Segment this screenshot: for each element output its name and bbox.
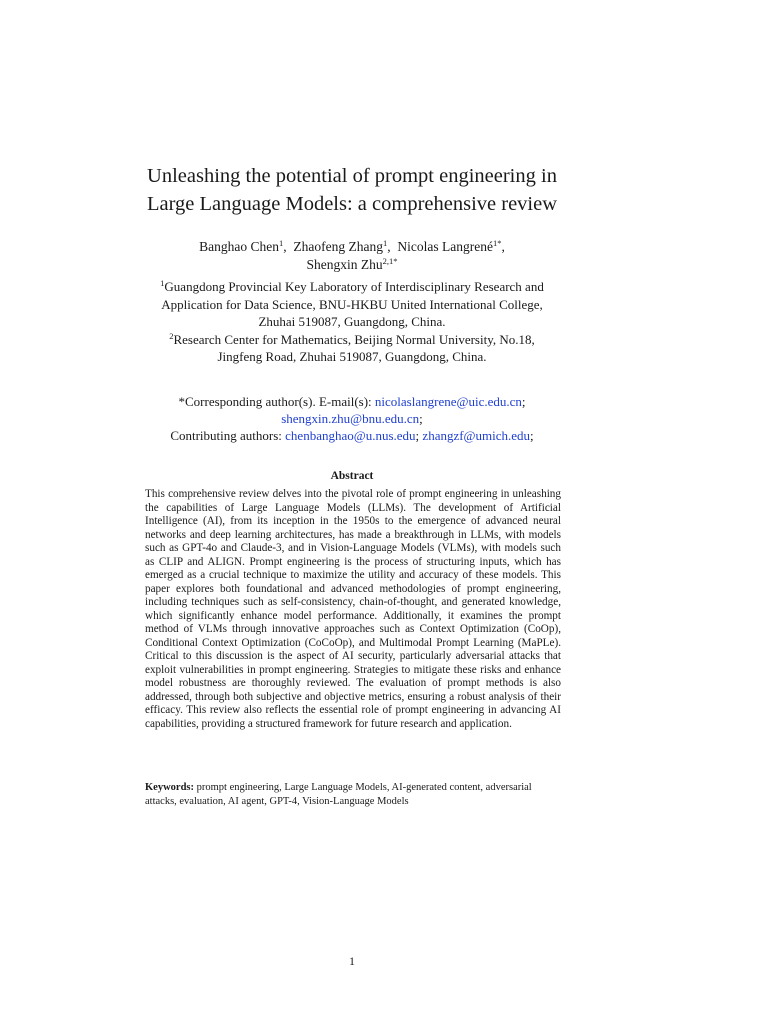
keywords-text: prompt engineering, Large Language Models, AI-generated content, adversarial attacks, evaluation, AI agent, GPT-4, Vision-Language Models bbox=[145, 782, 532, 807]
author-list: Banghao Chen$^1$, Zhaofeng Zhang$^1$, Nicolas Langrené$^{1*}$, Shengxin Zhu$^{2,1*}$ bbox=[199, 238, 505, 272]
page-number: 1 bbox=[349, 954, 355, 968]
keywords-label: Keywords: bbox=[145, 782, 194, 793]
email-link[interactable]: chenbanghao@u.nus.edu bbox=[285, 428, 416, 443]
author-sup: 1 bbox=[383, 238, 388, 248]
keywords bbox=[145, 781, 561, 808]
author-sup: 1* bbox=[492, 238, 502, 248]
email-link[interactable]: nicolaslangrene@uic.edu.cn bbox=[374, 394, 522, 409]
contact-block: *Corresponding author(s). E-mail(s): nicolaslangrene@uic.edu.cn; shengxin.zhu@bnu.edu.cn; Contributing authors: chenbanghao@u.nus.edu; zhangzf@umich.edu; bbox=[170, 394, 534, 443]
affiliation-sup: 2 bbox=[169, 330, 174, 341]
affiliation-line: Research Center for Mathematics, Beijing Normal University, No.18, bbox=[173, 331, 535, 347]
affiliation-line: Guangdong Provincial Key Laboratory of Interdisciplinary Research and bbox=[164, 279, 544, 294]
affiliation-sup: 1 bbox=[160, 278, 165, 288]
author-name: Shengxin Zhu bbox=[306, 257, 383, 272]
corresponding-label: *Corresponding author(s). E-mail(s): bbox=[178, 394, 372, 409]
affiliation-line: Jingfeng Road, Zhuhai 519087, Guangdong, China. bbox=[217, 349, 487, 364]
contributing-label: Contributing authors: bbox=[170, 428, 282, 443]
author-sup: 1 bbox=[279, 238, 284, 248]
paper-title bbox=[100, 162, 604, 218]
title-line-2: Large Language Models: a comprehensive review bbox=[146, 193, 558, 215]
affiliation-line: Application for Data Science, BNU-HKBU United International College, bbox=[161, 296, 543, 312]
affiliations bbox=[120, 278, 584, 366]
abstract-heading: Abstract bbox=[330, 470, 374, 482]
email-link[interactable]: shengxin.zhu@bnu.edu.cn bbox=[281, 411, 420, 426]
abstract-text: This comprehensive review delves into the pivotal role of prompt engineering in unleashing the capabilities of Large Language Models (LLMs). The development of Artificial Intelligence (AI), from its inception in the 1950s to the emergence of advanced neural networks and deep learning architectures, has made a breakthrough in LLMs, with models such as GPT-4o and Claude-3, and in Vision-Language Models (VLMs), with models such as CLIP and ALIGN. Prompt engineering is the process of structuring inputs, which has emerged as a crucial technique to maximize the utility and accuracy of these models. This paper explores both foundational and advanced methodologies of prompt engineering, including techniques such as self-consistency, chain-of-thought, and generated knowledge, which significantly enhance model performance. Additionally, it examines the prompt method of VLMs through innovative approaches such as Context Optimization (CoOp), Conditional Context Optimization (CoCoOp), and Multimodal Prompt Learning (MaPLe). Critical to this discussion is the aspect of AI security, particularly adversarial attacks that exploit vulnerabilities in prompt engineering. Strategies to mitigate these risks and enhance model robustness are thoroughly reviewed. The evaluation of prompt methods is also addressed, through both subjective and objective metrics, ensuring a robust analysis of their efficacy. This review also reflects the essential role of prompt engineering in advancing AI capabilities, providing a structured framework for future research and application. bbox=[145, 488, 561, 730]
author-name: Nicolas Langrené bbox=[397, 239, 493, 254]
title-line-1: Unleashing the potential of prompt engineering in bbox=[147, 165, 557, 187]
author-sup: 2,1* bbox=[382, 256, 398, 266]
affiliation-line: Zhuhai 519087, Guangdong, China. bbox=[258, 314, 446, 329]
author-name: Zhaofeng Zhang bbox=[293, 239, 383, 254]
author-name: Banghao Chen bbox=[199, 239, 280, 254]
email-link[interactable]: zhangzf@umich.edu bbox=[422, 428, 531, 443]
